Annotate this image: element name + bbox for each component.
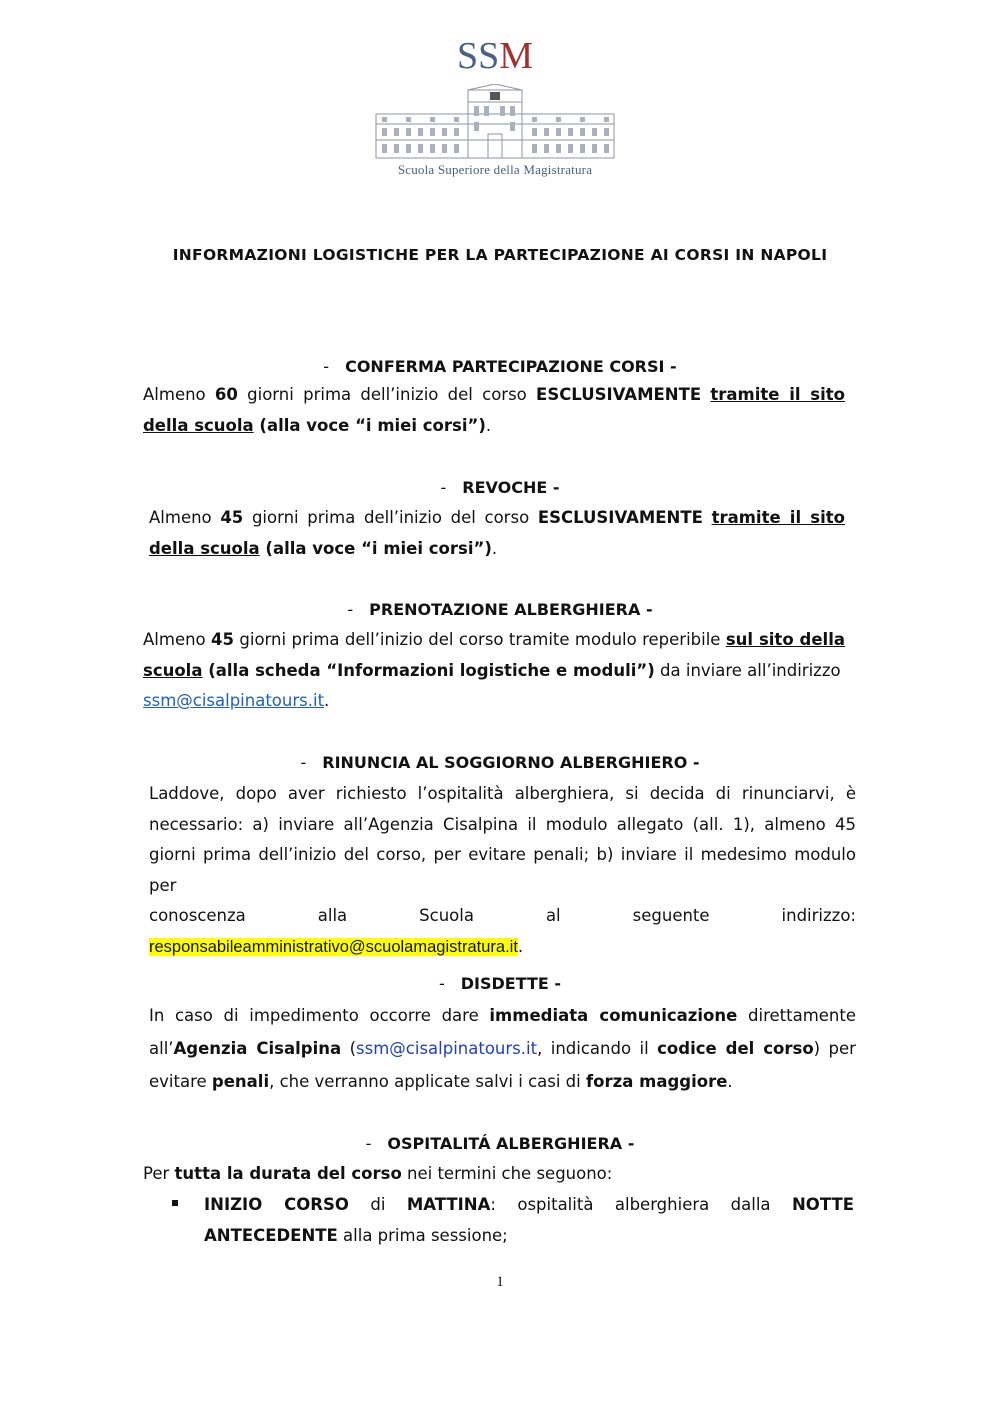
antecedente-word: ANTECEDENTE	[204, 1225, 338, 1245]
logo-letters	[370, 36, 620, 76]
section-heading-revoche: - REVOCHE -	[440, 478, 560, 497]
email-link-cisalpina[interactable]: ssm@cisalpinatours.it	[143, 691, 325, 710]
site-link-cont[interactable]: scuola	[143, 660, 203, 680]
section-body-disdette: In caso di impedimento occorre dare immediata comunicazione direttamente all’Agenzia Cisalpina (ssm@cisalpinatours.it, indicando il codice del corso) per evitare penali, che verranno applicate salvi i casi di forza maggiore.	[149, 1006, 856, 1091]
section-body-conferma: Almeno 60 giorni prima dell’inizio del corso ESCLUSIVAMENTE tramite il sito della scuola (alla voce “i miei corsi”).	[143, 385, 845, 435]
section-heading-rinuncia: - RINUNCIA AL SOGGIORNO ALBERGHIERO -	[300, 753, 700, 772]
list-item-text: INIZIO CORSO di MATTINA: ospitalità alberghiera dalla NOTTE ANTECEDENTE alla prima sessione;	[204, 1195, 854, 1245]
site-link-cont[interactable]: della scuola	[149, 538, 260, 558]
page-number: 1	[496, 1274, 504, 1290]
logo-subtitle: Scuola Superiore della Magistratura	[397, 162, 593, 177]
section-body-revoche: Almeno 45 giorni prima dell’inizio del corso ESCLUSIVAMENTE tramite il sito della scuola (alla voce “i miei corsi”).	[149, 508, 845, 558]
notte-word: NOTTE	[792, 1195, 854, 1214]
email-highlight-amministrativo[interactable]: responsabileamministrativo@scuolamagistratura.it	[149, 937, 518, 956]
site-link[interactable]: sul sito della	[725, 630, 845, 649]
section-heading-prenotazione: - PRENOTAZIONE ALBERGHIERA -	[347, 600, 653, 619]
section-body-ospitalita: Per tutta la durata del corso nei termini che seguono:	[143, 1164, 613, 1183]
section-heading-conferma: - CONFERMA PARTECIPAZIONE CORSI -	[323, 357, 677, 376]
section-heading-disdette: - DISDETTE -	[438, 974, 562, 993]
square-bullet-icon	[172, 1200, 178, 1206]
logo-letter-s1: S	[456, 35, 479, 77]
section-heading-ospitalita: - OSPITALITÁ ALBERGHIERA -	[365, 1134, 635, 1153]
section-body-rinuncia: Laddove, dopo aver richiesto l’ospitalità alberghiera, si decida di rinunciarvi, è necessario: a) inviare all’Agenzia Cisalpina il modulo allegato (all. 1), almeno 45 giorni prima dell’inizio del corso, per evitare penali; b) inviare il medesimo modulo per conoscenza alla Scuola al seguente indirizzo: responsabileamministrativo@scuolamagistratura.it.	[149, 784, 856, 956]
site-link-cont[interactable]: della scuola	[143, 415, 254, 435]
email-link-cisalpina[interactable]: ssm@cisalpinatours.it	[356, 1039, 538, 1058]
document-title: INFORMAZIONI LOGISTICHE PER LA PARTECIPAZIONE AI CORSI IN NAPOLI	[172, 246, 828, 264]
site-link[interactable]: tramite il sito	[710, 385, 845, 404]
logo-letter-m: M	[499, 35, 534, 77]
palace-icon	[372, 84, 618, 160]
ssm-logo	[370, 36, 620, 186]
logo-letter-s2: S	[478, 35, 500, 77]
section-body-prenotazione: Almeno 45 giorni prima dell’inizio del corso tramite modulo reperibile sul sito della scuola (alla scheda “Informazioni logistiche e moduli”) da inviare all’indirizzo ssm@cisalpinatours.it.	[143, 630, 845, 710]
site-link[interactable]: tramite il sito	[711, 508, 845, 527]
